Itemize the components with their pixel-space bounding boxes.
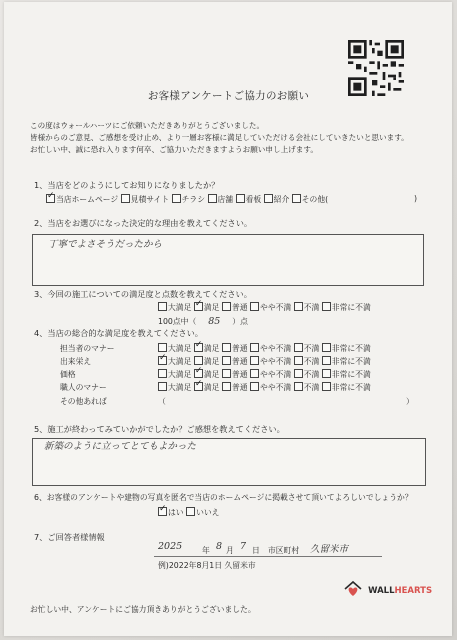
month-unit: 月 [226,546,234,555]
year-handwritten[interactable]: 2025 [158,541,183,552]
intro-line-3: お忙しい中、誠に恐れ入ります何卒、ご協力いただきますようお願い申し上げます。 [30,145,318,154]
question-1-label: 1、当店をどのようにしてお知りになりましたか？ [34,180,220,190]
checkbox-icon[interactable] [292,194,301,203]
footer-thanks: お忙しい中、アンケートにご協力頂きありがとうございました。 [30,605,256,614]
checkbox-icon[interactable] [186,507,195,516]
question-3-label: 3、今回の施工についての満足度と点数を教えてください。 [34,289,252,299]
checkbox-checked-icon[interactable] [46,194,55,203]
city-handwritten[interactable]: 久留米市 [310,544,349,555]
score-value[interactable]: 85 [208,316,221,327]
row-options-staff-manner: 大満足 ✓ 満足 普通 やや不満 不満 非常に不満 [158,343,371,354]
option-yes[interactable]: ✓はい [158,508,184,517]
score-line [158,316,248,327]
answer-underline [154,556,382,557]
question-5-answer: 新築のように立ってとてもよかった [44,441,197,452]
checkbox-icon[interactable] [250,302,259,311]
other-open-paren: （ [158,397,166,406]
question-2-label: 2、当店をお選びになった決定的な理由を教えてください。 [34,218,253,228]
year-unit: 年 [202,546,210,555]
option-store[interactable]: 店舗 [208,195,234,204]
date-city-example: 例)2022年8月1日 久留米市 [158,561,256,570]
checkbox-icon[interactable] [264,194,273,203]
question-3-scale [158,302,371,313]
day-handwritten[interactable]: 7 [240,541,247,552]
question-1-options [46,194,328,205]
checkbox-checked-icon[interactable] [194,302,203,311]
row-label-craftsman-manner: 職人のマナー [60,383,107,392]
option-other[interactable]: その他( [292,195,328,204]
row-label-other: その他あれば [60,397,107,406]
scale-option[interactable]: 不満 [294,303,320,312]
row-options-price: 大満足 ✓ 満足 普通 やや不満 不満 非常に不満 [158,369,371,380]
wallhearts-logo [343,578,432,599]
option-no[interactable]: いいえ [186,508,219,517]
option-signboard[interactable]: 看板 [236,195,262,204]
option-flyer[interactable]: チラシ [172,195,205,204]
row-label-staff-manner: 担当者のマナー [60,344,115,353]
scale-option[interactable]: やや不満 [250,303,291,312]
question-6-label: 6、お客様のアンケートや建物の写真を匿名で当店のホームページに掲載させて頂いてよろしいでしょうか？ [34,493,413,502]
other-close-paren: ） [406,397,414,406]
checkbox-icon[interactable] [294,302,303,311]
question-2-answer: 丁寧でよさそうだったから [48,239,163,250]
question-6-options [158,507,219,518]
row-options-craftsman-manner: 大満足 ✓ 満足 普通 やや不満 不満 非常に不満 [158,382,371,393]
scale-option[interactable]: ✓ 満足 [194,303,220,312]
question-4-label: 4、当店の総合的な満足度を教えてください。 [34,328,203,338]
option-homepage[interactable]: ✓当店ホームページ [46,195,118,204]
checkbox-icon[interactable] [236,194,245,203]
day-unit: 日 [252,546,260,555]
checkbox-checked-icon[interactable] [158,507,167,516]
question-1-close-paren: ) [414,194,418,203]
row-options-quality: ✓ 大満足 満足 普通 やや不満 不満 非常に不満 [158,356,371,367]
scale-option[interactable]: 普通 [222,303,248,312]
house-heart-logo-icon [343,579,363,599]
row-label-quality: 出来栄え [60,357,92,366]
month-handwritten[interactable]: 8 [216,541,223,552]
checkbox-icon[interactable] [121,194,130,203]
checkbox-icon[interactable] [158,302,167,311]
score-suffix: ）点 [232,317,248,326]
question-5-label: 5、施工が終わってみていかがでしたか？ご感想を教えてください。 [34,424,285,434]
scale-option[interactable]: 大満足 [158,303,191,312]
intro-line-1: この度はウォールハーツにご依頼いただきありがとうございました。 [30,121,265,130]
checkbox-icon[interactable] [222,302,231,311]
checkbox-icon[interactable] [322,302,331,311]
page-title: お客様アンケートご協力のお願い [147,90,310,102]
option-quote-site[interactable]: 見積サイト [121,195,169,204]
city-label: 市区町村 [268,546,300,555]
checkbox-icon[interactable] [172,194,181,203]
scale-option[interactable]: 非常に不満 [322,303,371,312]
score-prefix: 100点中（ [158,317,197,326]
checkbox-icon[interactable] [208,194,217,203]
intro-line-2: 皆様からのご意見、ご感想を受け止め、より一層お客様に満足していただける会社にしていきたいと思います。 [30,133,409,142]
row-label-price: 価格 [60,370,76,379]
option-referral[interactable]: 紹介 [264,195,290,204]
logo-text-hearts: HEARTS [394,586,433,596]
logo-text-wall: WALL [368,586,395,596]
question-7-label: 7、ご回答者様情報 [34,532,105,542]
